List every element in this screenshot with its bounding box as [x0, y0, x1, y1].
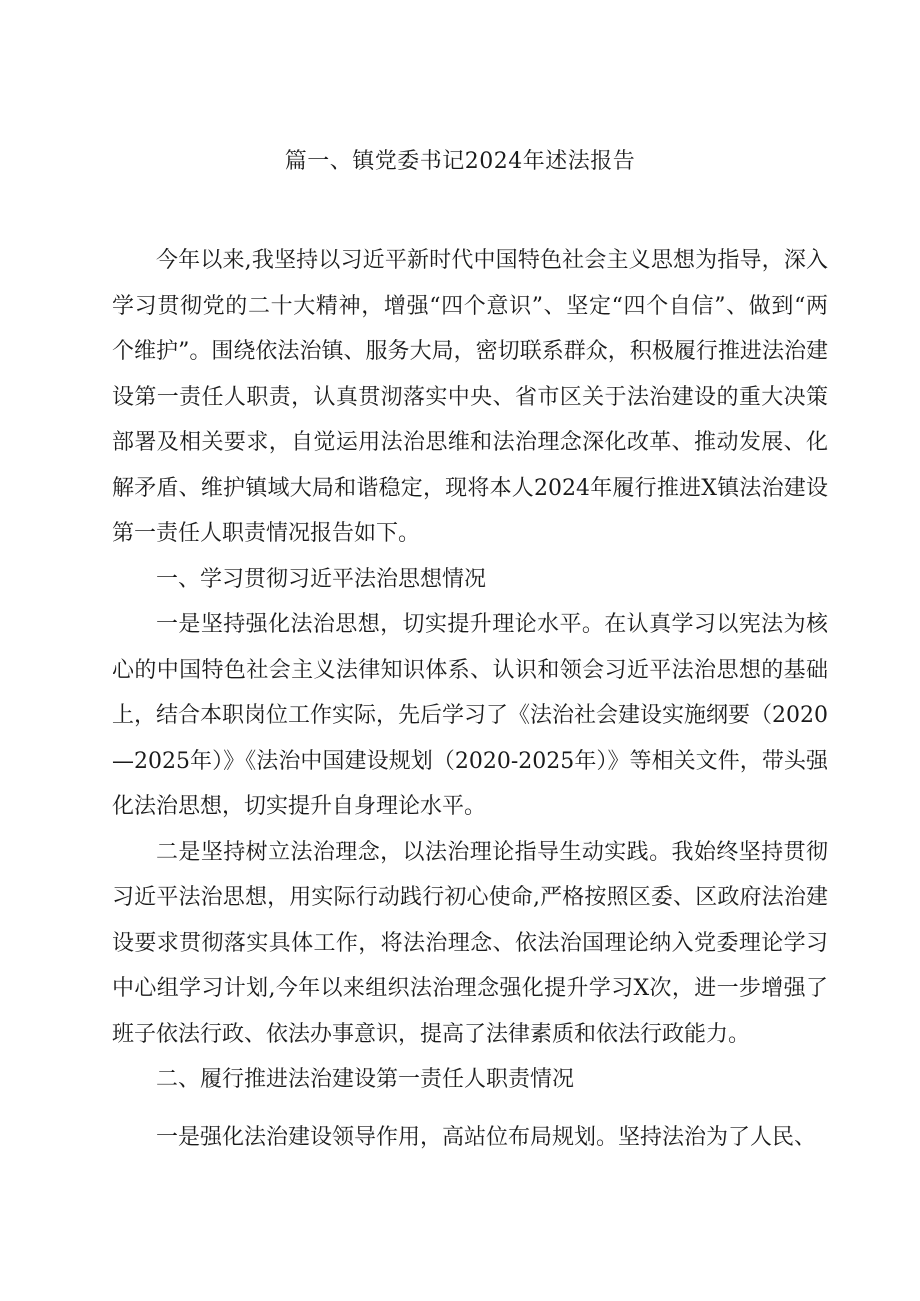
paragraph-study-1: 一是坚持强化法治思想，切实提升理论水平。在认真学习以宪法为核心的中国特色社会主义法律知识体系、认识和领会习近平法治思想的基础上，结合本职岗位工作实际，先后学习了《法治社会建设实施纲要（2020—2025年）》《法治中国建设规划（2020-2025年）》等相关文件，带头强化法治思想，切实提升自身理论水平。: [112, 612, 828, 819]
document-title: 篇一、镇党委书记2024年述法报告: [284, 149, 636, 174]
paragraph-intro: 今年以来,我坚持以习近平新时代中国特色社会主义思想为指导，深入学习贯彻党的二十大精神，增强“四个意识”、坚定“四个自信”、做到“两个维护”。围绕依法治镇、服务大局，密切联系群众，积极履行推进法治建设第一责任人职责，认真贯沏落实中央、省市区关于法治建设的重大决策部署及相关要求，自觉运用法治思维和法治理念深化改革、推动发展、化解矛盾、维护镇域大局和谐稳定，现将本人2024年履行推进X镇法治建设第一责任人职责情况报告如下。: [112, 248, 828, 546]
section-heading-1: 一、学习贯彻习近平法治思想情况: [156, 566, 487, 592]
paragraph-duty-1: 一是强化法治建设领导作用，高站位布局规划。坚持法治为了人民、: [156, 1124, 817, 1150]
document-body: [112, 238, 828, 1160]
paragraph-study-2: 二是坚持树立法治理念，以法治理论指导生动实践。我始终坚持贯彻习近平法治思想，用实际行动践行初心使命,严格按照区委、区政府法治建设要求贯彻落实具体工作，将法治理念、依法治国理论纳入党委理论学习中心组学习计划,今年以来组织法治理念强化提升学习X次，进一步增强了班子依法行政、依法办事意识，提高了法律素质和依法行政能力。: [112, 839, 828, 1047]
section-heading-2: 二、履行推进法治建设第一责任人职责情况: [156, 1067, 575, 1092]
